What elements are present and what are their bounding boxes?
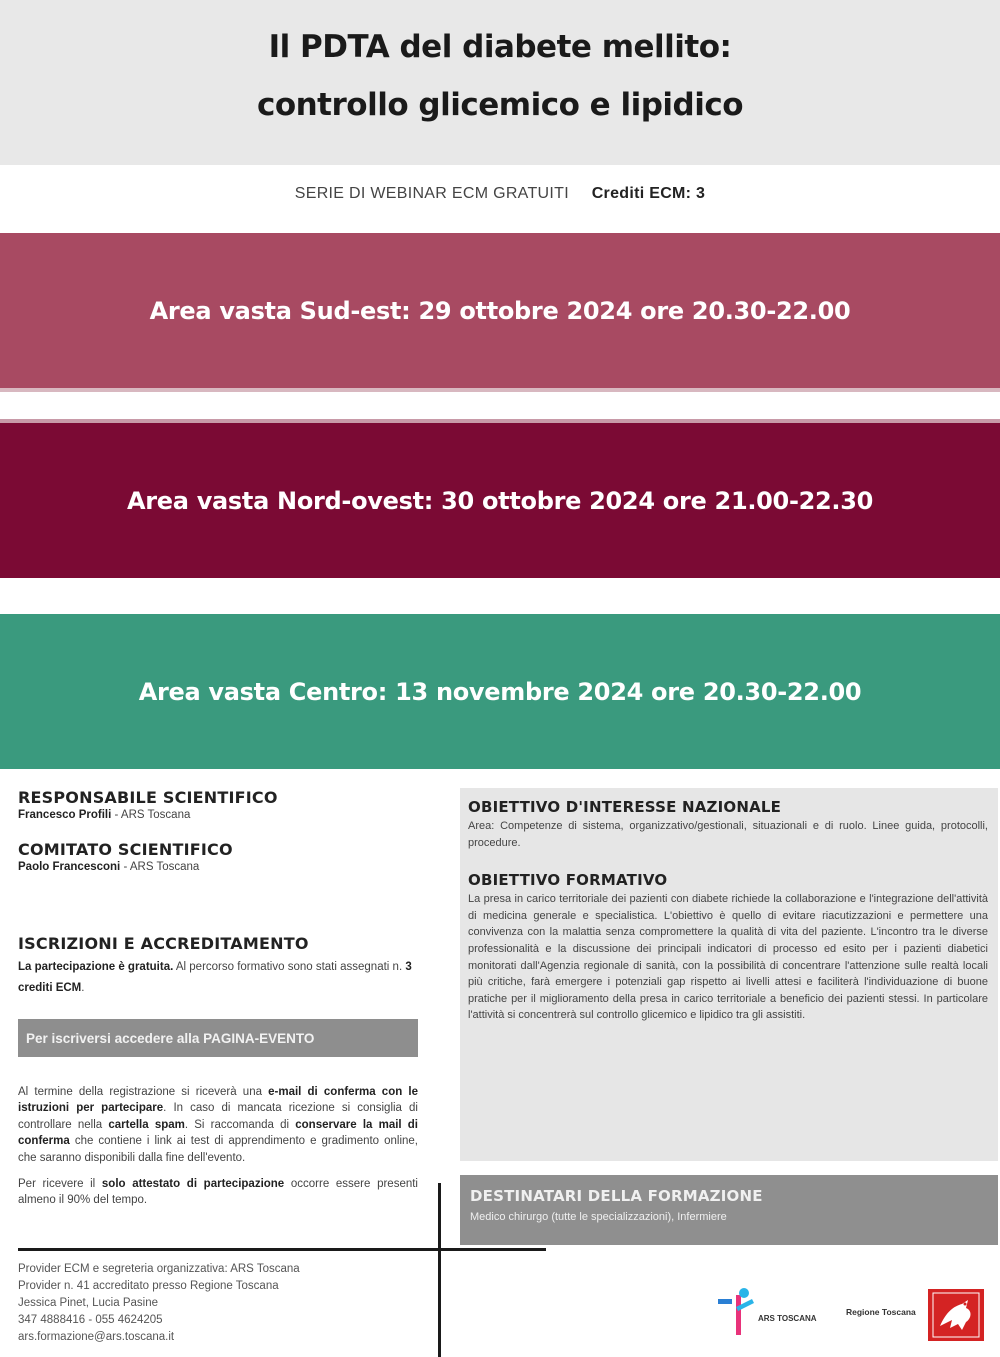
register-link-button[interactable]: [18, 1019, 418, 1057]
section-heading: COMITATO SCIENTIFICO: [18, 840, 233, 859]
conferma-section: [18, 1084, 418, 1209]
credits-label: Crediti ECM: 3: [591, 185, 706, 202]
ars-logo: [716, 1285, 836, 1345]
register-link-label: Per iscriversi accedere alla PAGINA-EVENTO: [26, 1030, 315, 1046]
band-divider: [0, 388, 1000, 392]
regione-label: Regione Toscana: [846, 1307, 916, 1317]
footer-contacts: [18, 1261, 428, 1346]
destinatari-text: Medico chirurgo (tutte le specializzazioni), Infermiere: [470, 1211, 727, 1223]
section-heading: ISCRIZIONI E ACCREDITAMENTO: [18, 934, 309, 953]
responsabile-section: [18, 788, 418, 824]
footer-line: Provider ECM e segreteria organizzativa: ARS Toscana: [18, 1263, 300, 1275]
iscrizioni-text: La partecipazione è gratuita. Al percorso formativo sono stati assegnati n. 3 crediti ECM.: [18, 961, 412, 994]
section-heading: OBIETTIVO D'INTERESSE NAZIONALE: [468, 798, 782, 816]
iscrizioni-section: [18, 934, 418, 999]
footer-email-link[interactable]: ars.formazione@ars.toscana.it: [18, 1331, 175, 1343]
ars-logo-icon: [716, 1285, 836, 1345]
logos: [716, 1285, 988, 1345]
session-band-centro: [0, 614, 1000, 769]
header: [0, 0, 1000, 165]
obiettivo-formativo-text: La presa in carico territoriale dei pazienti con diabete richiede la collaborazione e l'integrazione dell'attività di medicina generale e specialistica. L'obiettivo è quello di evitare riacutizzazioni e permettere una convivenza con la malattia senza compromettere la qualità di vita del paziente. L'incontro tra le diverse professionalità e la discussione dei principali indicatori di processo ed esito per i pazienti diabetici monitorati dall'Agenzia regionale di sanità, con la possibilità di concentrare l'attenzione sulle realtà locali più critiche, farà emergere i potenziali gap rispetto ai livelli attesi e faciliterà l'individuazione di buone pratiche per il miglioramento della presa in carico territoriale a beneficio dei pazienti stessi. In particolare l'attività si concentrerà sul controllo glicemico e lipidico tra gli assistiti.: [468, 893, 988, 1022]
page-title: [0, 0, 1000, 134]
footer-line: 347 4888416 - 055 4624205: [18, 1314, 163, 1326]
comitato-section: [18, 840, 418, 876]
attestato-text: Per ricevere il solo attestato di partecipazione occorre essere presenti almeno il 90% del tempo.: [18, 1178, 418, 1207]
obiettivi-box: [460, 788, 998, 1161]
section-heading: OBIETTIVO FORMATIVO: [468, 871, 668, 890]
obiettivo-nazionale-text: Area: Competenze di sistema, organizzativo/gestionali, situazionali e di ruolo. Linee guida, protocolli, procedure.: [468, 820, 988, 849]
title-line-1: Il PDTA del diabete mellito:: [268, 29, 732, 65]
destinatari-box: [460, 1175, 998, 1245]
responsabile-name: Francesco Profili - ARS Toscana: [18, 809, 191, 821]
vertical-divider: [438, 1183, 441, 1357]
regione-emblem-icon: [928, 1289, 984, 1341]
comitato-name: Paolo Francesconi - ARS Toscana: [18, 861, 200, 873]
footer-line: Jessica Pinet, Lucia Pasine: [18, 1297, 158, 1309]
section-heading: DESTINATARI DELLA FORMAZIONE: [470, 1187, 763, 1205]
session-label: Area vasta Nord-ovest: 30 ottobre 2024 ore 21.00-22.30: [126, 486, 874, 515]
title-line-2: controllo glicemico e lipidico: [256, 87, 744, 123]
horizontal-divider: [18, 1248, 546, 1251]
session-label: Area vasta Sud-est: 29 ottobre 2024 ore 20.30-22.00: [149, 296, 851, 325]
series-label: SERIE DI WEBINAR ECM GRATUITI: [294, 185, 569, 202]
session-label: Area vasta Centro: 13 novembre 2024 ore 20.30-22.00: [138, 677, 862, 706]
svg-text:ARS TOSCANA: ARS TOSCANA: [758, 1314, 817, 1323]
band-divider: [0, 419, 1000, 423]
session-band-nord-ovest: [0, 423, 1000, 578]
conferma-text: Al termine della registrazione si riceverà una e-mail di conferma con le istruzioni per partecipare. In caso di mancata ricezione si consiglia di controllare nella cartella spam. Si raccomanda di conservare la mail di conferma che contiene i link ai test di apprendimento e gradimento online, che saranno disponibili dalla fine dell'evento.: [18, 1086, 419, 1164]
subtitle: [0, 185, 1000, 203]
footer-line: Provider n. 41 accreditato presso Regione Toscana: [18, 1280, 279, 1292]
session-band-sud-est: [0, 233, 1000, 388]
section-heading: RESPONSABILE SCIENTIFICO: [18, 788, 278, 807]
